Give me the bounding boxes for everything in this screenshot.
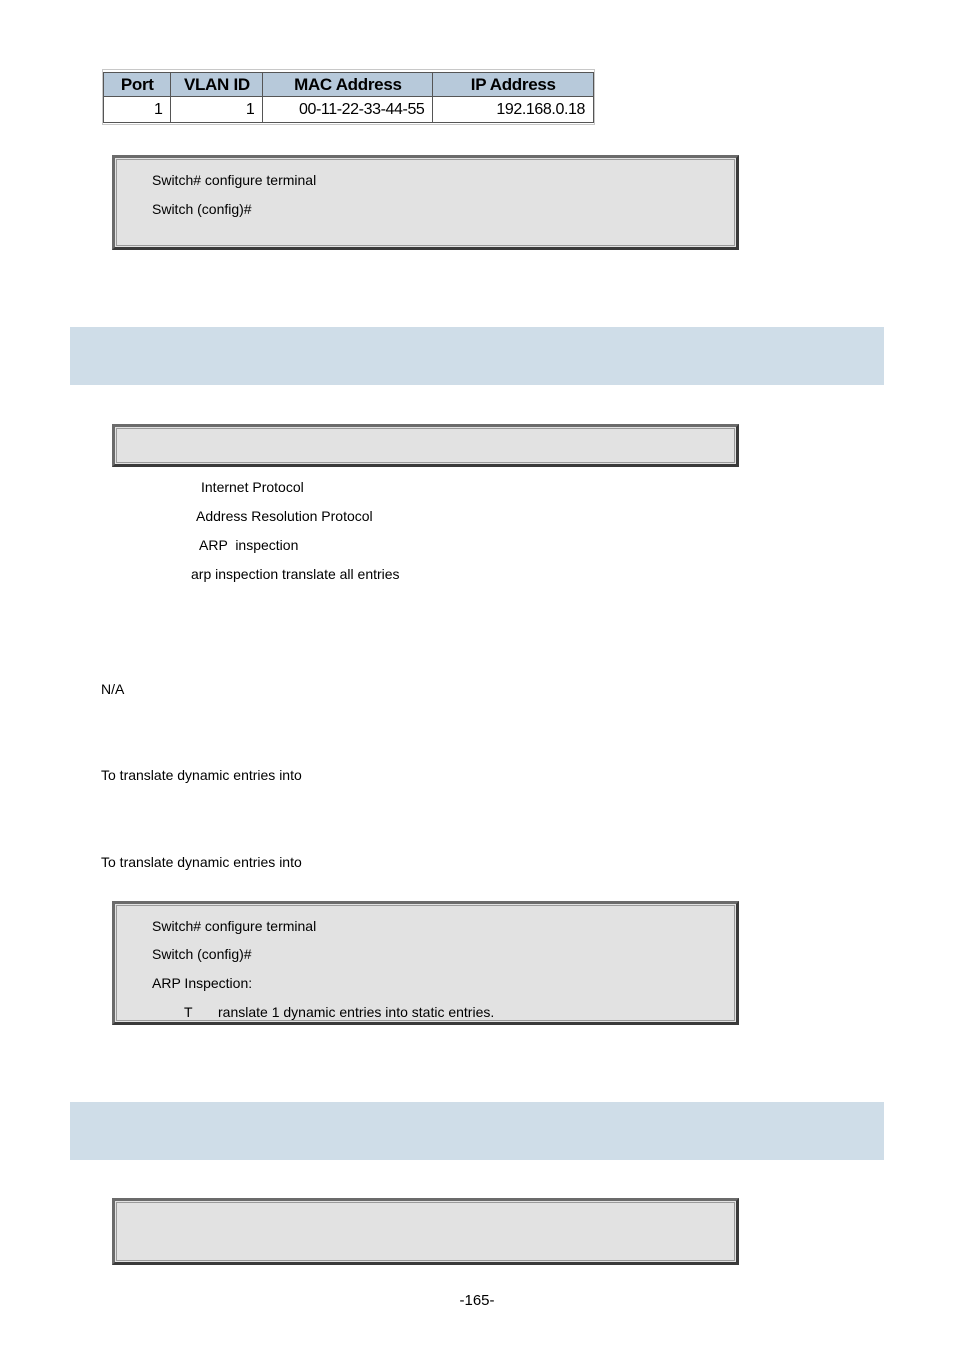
column-header-port: Port [104, 73, 171, 97]
usage-text: To translate dynamic entries into [101, 854, 302, 870]
param-ip-description: Internet Protocol [201, 479, 304, 495]
default-value: N/A [101, 681, 125, 697]
console-line: Switch# configure terminal [152, 172, 317, 188]
cell-ip-address: 192.168.0.18 [433, 97, 594, 123]
column-header-vlan-id: VLAN ID [171, 73, 263, 97]
param-inspection-description: ARP inspection [199, 537, 299, 553]
console-line: Switch# configure terminal [152, 918, 317, 934]
console-example-1 [112, 155, 739, 250]
section-heading-band [70, 1102, 884, 1160]
syntax-box [112, 1198, 739, 1265]
console-line: Switch (config)# [152, 946, 252, 962]
arp-inspection-table [103, 72, 594, 123]
cell-port: 1 [104, 97, 171, 123]
column-header-mac-address: MAC Address [263, 73, 433, 97]
console-line: ranslate 1 dynamic entries into static entries. [218, 1004, 495, 1020]
table-row [104, 97, 594, 123]
param-arp-description: Address Resolution Protocol [196, 508, 373, 524]
param-translate-description: arp inspection translate all entries [191, 566, 400, 582]
usage-text: To translate dynamic entries into [101, 767, 302, 783]
cell-vlan-id: 1 [171, 97, 263, 123]
console-example-2 [112, 901, 739, 1025]
console-line-prefix: T [184, 1004, 193, 1020]
table-header-row [104, 73, 594, 97]
syntax-box [112, 424, 739, 467]
column-header-ip-address: IP Address [433, 73, 594, 97]
console-line: Switch (config)# [152, 201, 252, 217]
console-line: ARP Inspection: [152, 975, 253, 991]
arp-table-container [102, 69, 595, 125]
section-heading-band [70, 327, 884, 385]
cell-mac-address: 00-11-22-33-44-55 [263, 97, 433, 123]
page-number: -165- [459, 1292, 495, 1309]
